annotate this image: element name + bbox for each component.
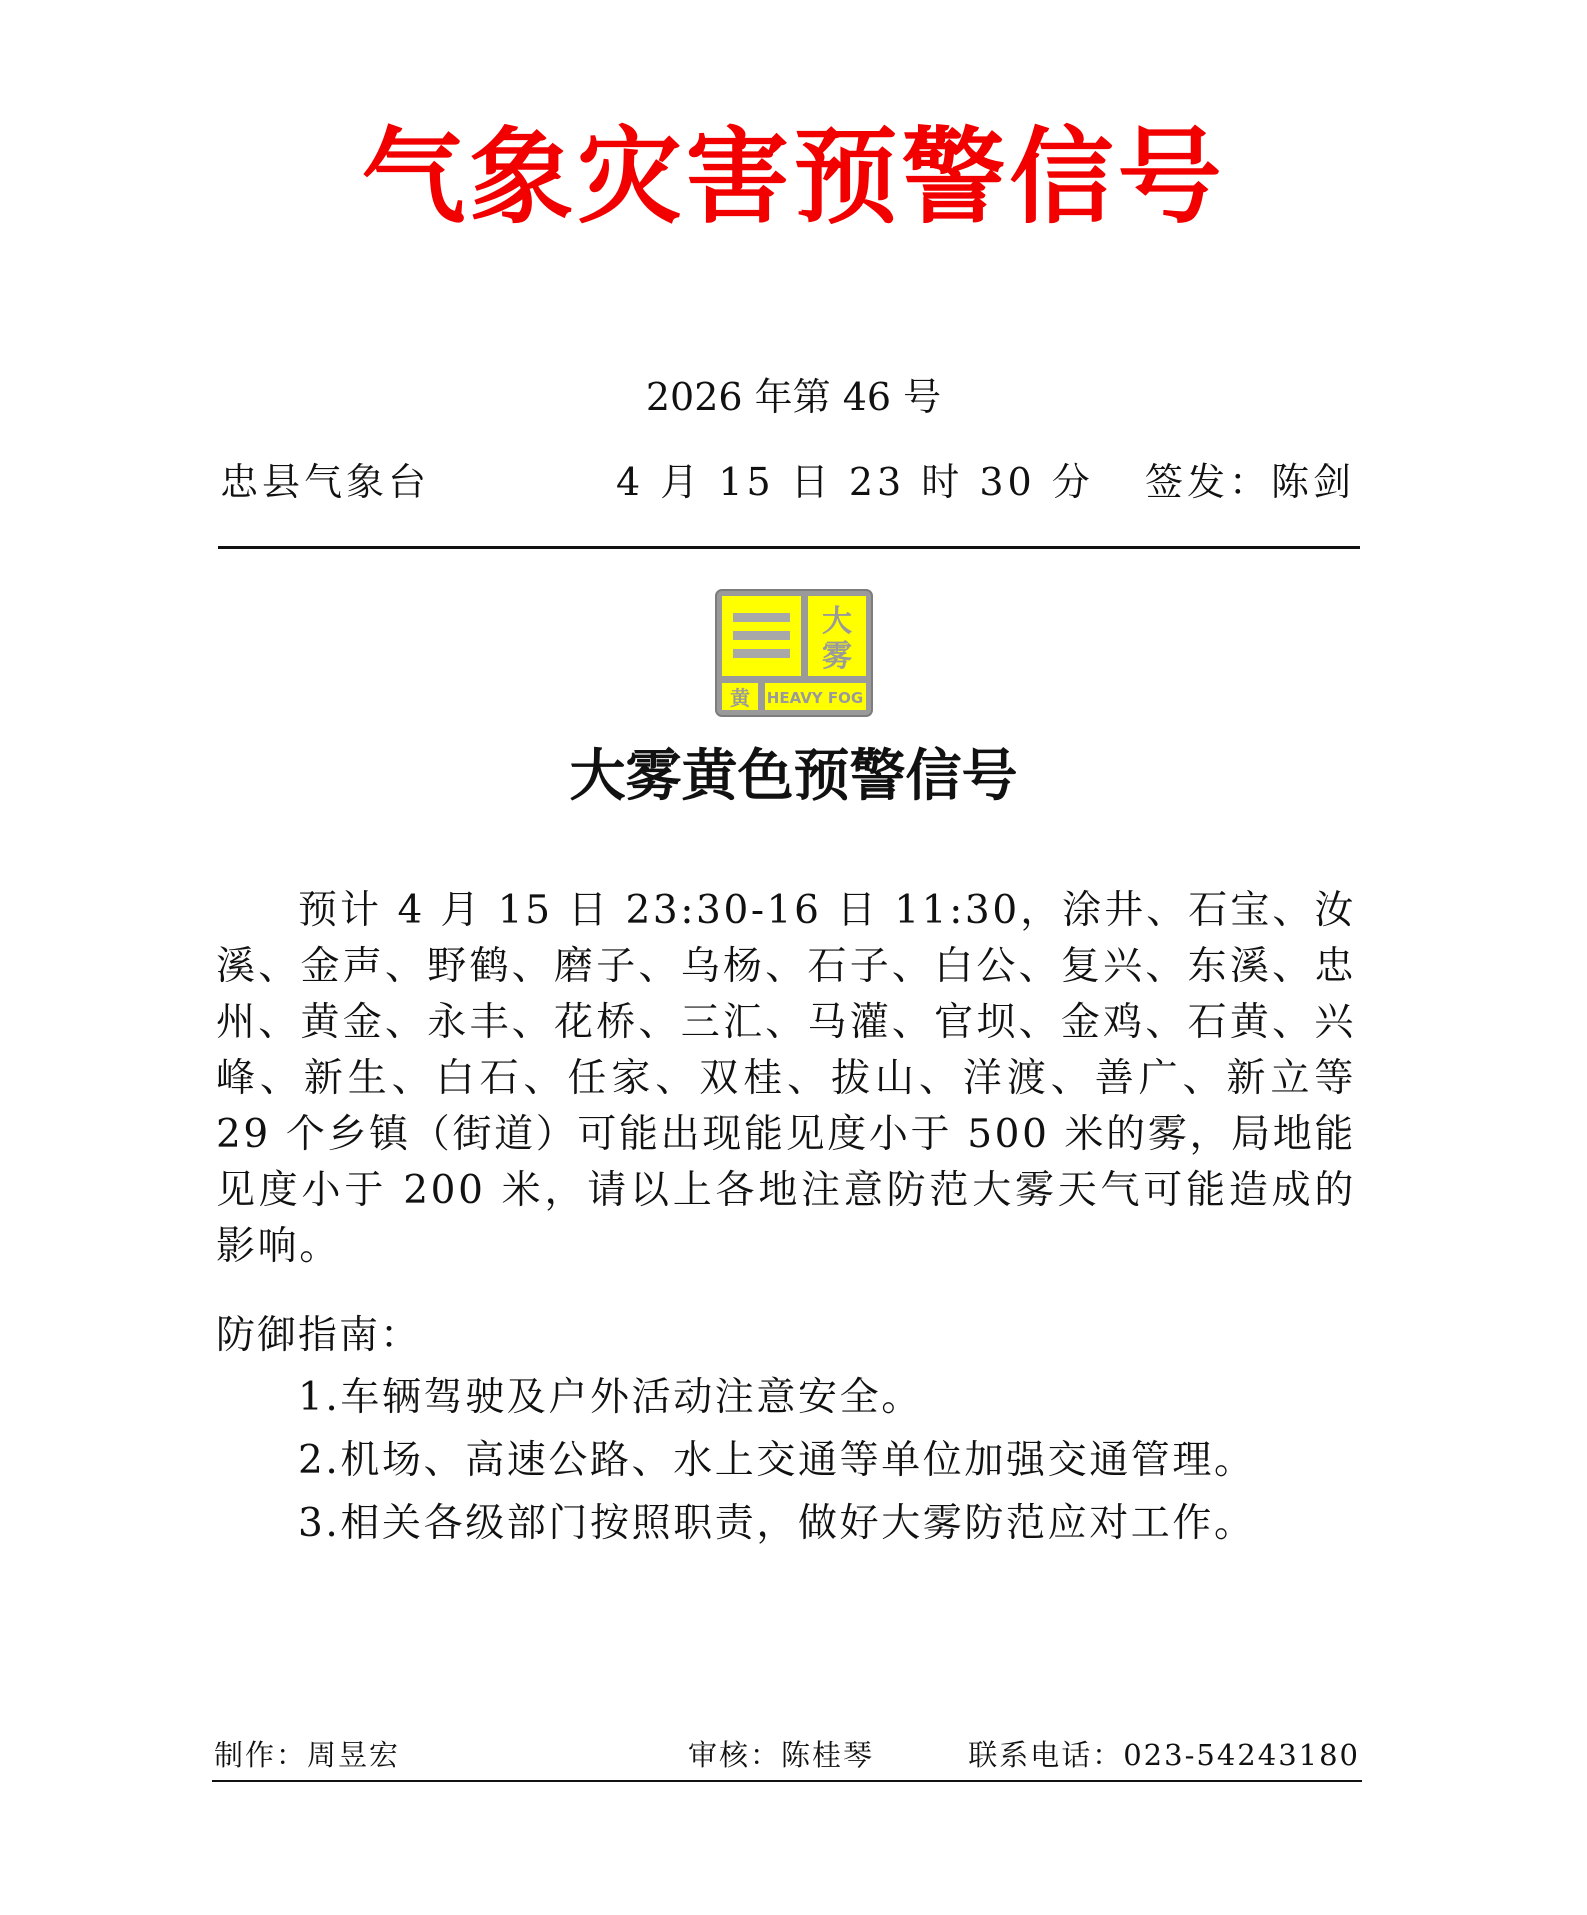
signal-icon-char-bottom: 雾: [822, 639, 852, 674]
signal-icon-char-top: 大: [822, 604, 852, 639]
footer-phone: 联系电话：023-54243180: [968, 1738, 1360, 1772]
defense-guide-title: 防御指南：: [216, 1313, 422, 1358]
footer-maker: 制作：周昱宏: [214, 1738, 401, 1772]
guide-item: 2.机场、高速公路、水上交通等单位加强交通管理。: [298, 1438, 1256, 1483]
guide-item: 1.车辆驾驶及户外活动注意安全。: [298, 1375, 923, 1420]
signal-title: 大雾黄色预警信号: [569, 743, 1018, 809]
footer-divider: [212, 1780, 1362, 1782]
guide-item: 3.相关各级部门按照职责，做好大雾防范应对工作。: [298, 1501, 1256, 1546]
defense-guide-list: [298, 1366, 1256, 1555]
heavy-fog-yellow-warning-icon: [715, 589, 873, 717]
header-divider: [218, 546, 1360, 549]
issuer: 忠县气象台: [220, 460, 431, 504]
footer-reviewer: 审核：陈桂琴: [688, 1738, 875, 1772]
signer: 签发：陈剑: [1144, 460, 1355, 504]
signal-icon-en-label: HEAVY FOG: [766, 689, 864, 707]
signal-icon-color-label: 黄: [730, 686, 750, 710]
issue-number: 2026 年第 46 号: [645, 375, 942, 419]
issue-time: 4 月 15 日 23 时 30 分: [616, 460, 1094, 504]
page-title: 气象灾害预警信号: [361, 115, 1226, 238]
warning-body-text: 预计 4 月 15 日 23:30-16 日 11:30，涂井、石宝、汝溪、金声、野鹤、磨子、乌杨、石子、白公、复兴、东溪、忠州、黄金、永丰、花桥、三汇、马灌、官坝、金鸡、石黄、兴峰、新生、白石、任家、双桂、拔山、洋渡、善广、新立等 29 个乡镇（街道）可能出现能见度小于 500 米的雾，局地能见度小于 200 米，请以上各地注意防范大雾天气可能造成的影响。: [216, 888, 1356, 1269]
